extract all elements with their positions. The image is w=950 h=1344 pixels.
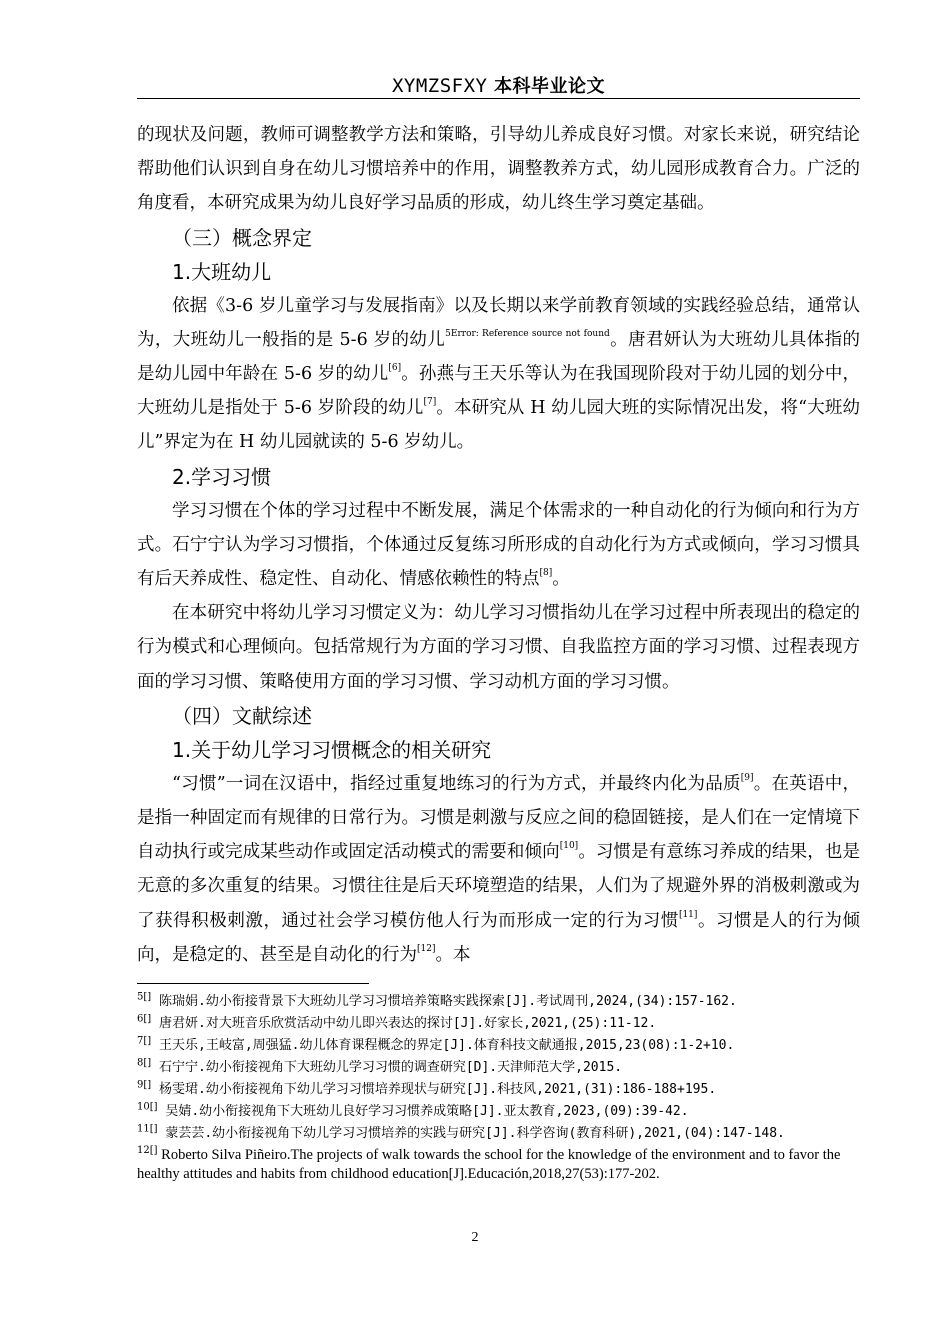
footnotes <box>137 992 860 1186</box>
footnote-item: $^{5[]}$ 陈瑞娟.幼小衔接背景下大班幼儿学习习惯培养策略实践探索[J].考试周刊,2024,(34):157-162. <box>137 991 737 1009</box>
section-heading-review: （四）文献综述 <box>172 703 312 728</box>
paragraph-study-definition: 在本研究中将幼儿学习习惯定义为：幼儿学习习惯指幼儿在学习过程中所表现出的稳定的行为模式和心理倾向。包括常规行为方面的学习习惯、自我监控方面的学习习惯、过程表现方面的学习习惯、策略使用方面的学习习惯、学习动机方面的学习习惯。 <box>137 603 860 692</box>
citation-ref: [12] <box>417 944 436 955</box>
citation-ref: [11] <box>678 909 698 920</box>
footnote-item: $^{10[]}$ 吴婧.幼小衔接视角下大班幼儿良好学习习惯养成策略[J].亚太教育,2023,(09):39-42. <box>137 1101 689 1119</box>
footnote-item: $^{6[]}$ 唐君妍.对大班音乐欣赏活动中幼儿即兴表达的探讨[J].好家长,2021,(25):11-12. <box>137 1013 657 1031</box>
footnote-item: $^{8[]}$ 石宁宁.幼小衔接视角下大班幼儿学习习惯的调查研究[D].天津师范大学,2015. <box>137 1057 623 1075</box>
footnote-item: $^{11[]}$ 蒙芸芸.幼小衔接视角下幼儿学习习惯培养的实践与研究[J].科学咨询(教育科研),2021,(04):147-148. <box>137 1123 785 1141</box>
citation-ref: [10] <box>559 841 579 852</box>
paragraph-daban-definition: 依据《3-6 岁儿童学习与发展指南》以及长期以来学前教育领域的实践经验总结，通常认为，大班幼儿一般指的是 5-6 岁的幼儿$^{5Error: Reference source not found}$。唐君妍认为大班幼儿具体指的是幼儿园中年龄在 5-6 岁的幼儿[6]。孙燕与王天乐等认为在我国现阶段对于幼儿园的划分中，大班幼儿是指处于 5-6 岁阶段的幼儿[7]。本研究从 H 幼儿园大班的实际情况出发，将“大班幼儿”界定为在 H 幼儿园就读的 5-6 岁幼儿。 <box>137 295 861 453</box>
header-code: XYMZSFXY <box>391 75 488 97</box>
footnote-item: $^{12[]}$ Roberto Silva Piñeiro.The projects of walk towards the school for the knowledge of the environment and to favor the healthy attitudes and habits from childhood education[J].Educación,2018,27(53):177-202. <box>137 1145 841 1182</box>
footnote-separator <box>137 983 369 984</box>
page-number: 2 <box>471 1230 479 1245</box>
subsection-heading-xuexi: 2.学习习惯 <box>172 464 272 489</box>
citation-ref: [6] <box>388 363 402 374</box>
citation-ref: [8] <box>539 568 553 579</box>
citation-ref: [7] <box>423 397 437 408</box>
footnote-item: $^{7[]}$ 王天乐,王岐富,周强猛.幼儿体育课程概念的界定[J].体育科技文献通报,2015,23(08):1-2+10. <box>137 1035 735 1053</box>
paragraph-habit-definition: 学习习惯在个体的学习过程中不断发展，满足个体需求的一种自动化的行为倾向和行为方式。石宁宁认为学习习惯指，个体通过反复练习所形成的自动化行为方式或倾向，学习习惯具有后天养成性、稳定性、自动化、情感依赖性的特点[8]。 <box>137 500 860 590</box>
subsection-heading-daban: 1.大班幼儿 <box>172 259 272 284</box>
header-rule <box>137 98 860 99</box>
paragraph-continuation: 的现状及问题，教师可调整教学方法和策略，引导幼儿养成良好习惯。对家长来说，研究结论帮助他们认识到自身在幼儿习惯培养中的作用，调整教养方式，幼儿园形成教育合力。广泛的角度看，本研究成果为幼儿良好学习品质的形成，幼儿终生学习奠定基础。 <box>137 125 860 214</box>
subsection-heading-review1: 1.关于幼儿学习习惯概念的相关研究 <box>172 737 492 762</box>
running-header <box>137 72 860 98</box>
main-text <box>137 118 860 972</box>
footnote-item: $^{9[]}$ 杨雯珺.幼小衔接视角下幼儿学习习惯培养现状与研究[J].科技风,2021,(31):186-188+195. <box>137 1079 717 1097</box>
paragraph-habit-concept: “习惯”一词在汉语中，指经过重复地练习的行为方式，并最终内化为品质[9]。在英语中，是指一种固定而有规律的日常行为。习惯是刺激与反应之间的稳固链接，是人们在一定情境下自动执行或完成某些动作或固定活动模式的需要和倾向[10]。习惯是有意练习养成的结果，也是无意的多次重复的结果。习惯往往是后天环境塑造的结果，人们为了规避外界的消极刺激或为了获得积极刺激，通过社会学习模仿他人行为而形成一定的行为习惯[11]。习惯是人的行为倾向，是稳定的、甚至是自动化的行为[12]。本 <box>137 773 861 965</box>
citation-ref: 5Error: Reference source not found <box>445 328 610 339</box>
header-title: 本科毕业论文 <box>494 76 606 97</box>
citation-ref: [9] <box>740 773 754 784</box>
section-heading-concept: （三）概念界定 <box>172 225 312 250</box>
